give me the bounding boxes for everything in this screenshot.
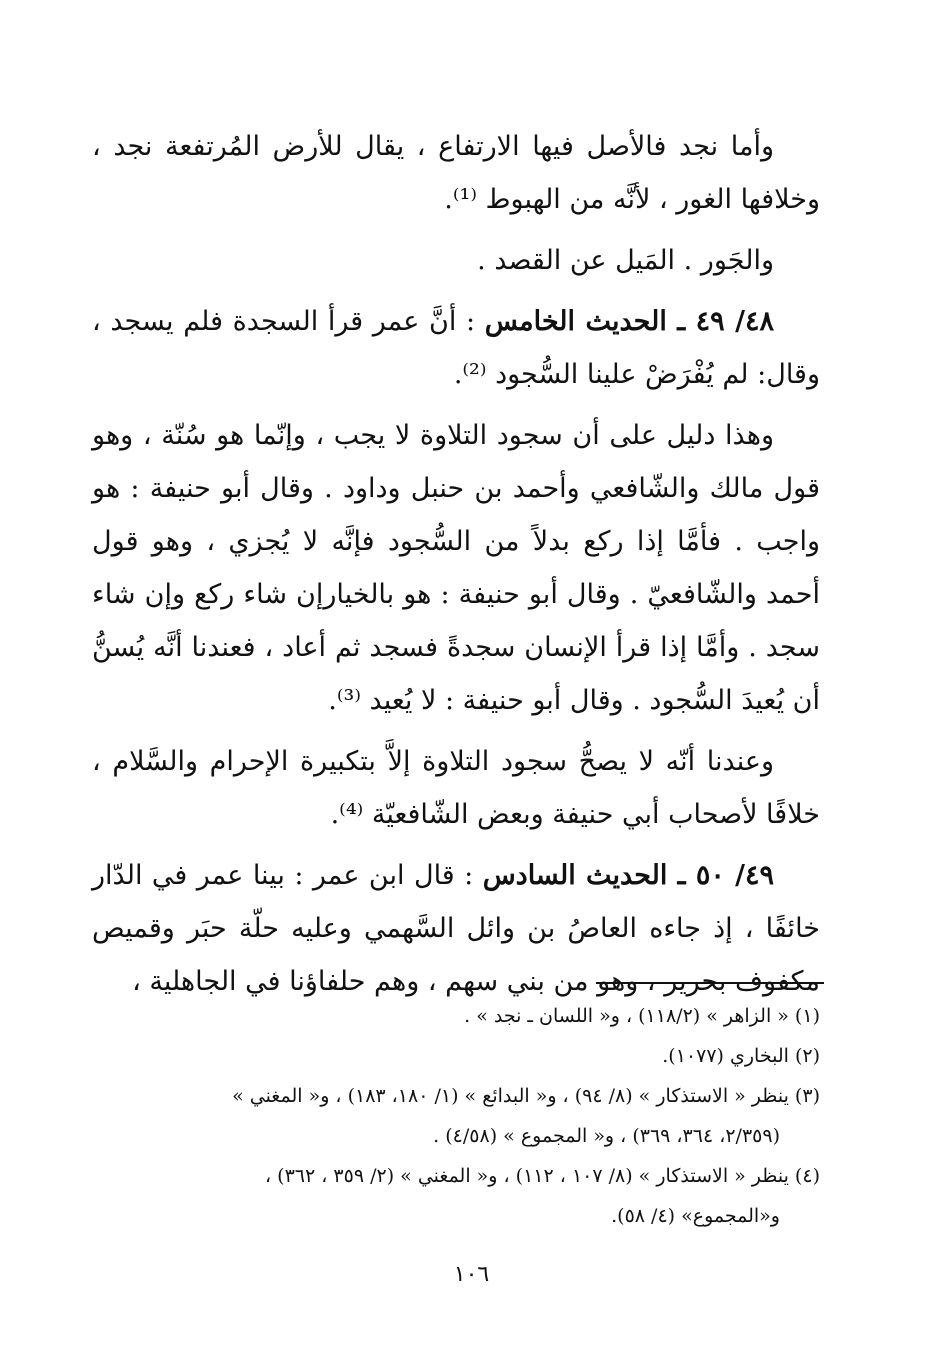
- footnote-text: (٢) البخاري (١٠٧٧).: [662, 1045, 820, 1067]
- footnote-divider: [596, 982, 824, 984]
- footnote-text: (٤) ينظر « الاستذكار » (٨/ ١٠٧ ، ١١٢) ، و« المغني » (٢/ ٣٥٩ ، ٣٦٢) ،: [264, 1165, 820, 1187]
- paragraph-hadith-5: [92, 295, 820, 401]
- footnote-3: [92, 1076, 820, 1156]
- hadith-heading: ٤٨/ ٤٩ ـ الحديث الخامس: [484, 306, 775, 337]
- footnote-1: [92, 996, 820, 1036]
- paragraph-hadith-6: [92, 849, 820, 1008]
- footnote-text: (٣) ينظر « الاستذكار » (٨/ ٩٤) ، و« البدائع » (١/ ١٨٠، ١٨٣) ، و« المغني »: [232, 1085, 820, 1107]
- footnote-text: (١) « الزاهر » (١١٨/٢) ، و« اللسان ـ نجد » .: [464, 1005, 820, 1027]
- paragraph-takbir: [92, 735, 820, 841]
- paragraph-text: وعندنا أنّه لا يصحُّ سجود التلاوة إلاَّ بتكبيرة الإحرام والسَّلام ، خلافًا لأصحاب أبي حنيفة وبعض الشّافعيّة ⁽⁴⁾.: [92, 746, 820, 830]
- footnote-4: [92, 1156, 820, 1236]
- paragraph-sujud-tilawa: [92, 409, 820, 727]
- paragraph-najd: [92, 120, 820, 226]
- paragraph-text: : أنَّ عمر قرأ السجدة فلم يسجد ، وقال: لم يُفْرَضْ علينا السُّجود ⁽²⁾.: [92, 306, 820, 390]
- footnotes: [92, 996, 820, 1236]
- paragraph-text: والجَور . المَيل عن القصد .: [477, 245, 774, 276]
- footnote-2: [92, 1036, 820, 1076]
- footnote-continuation: و«المجموع» (٤/ ٥٨).: [611, 1205, 780, 1227]
- paragraph-jawr: [92, 234, 820, 287]
- paragraph-text: وهذا دليل على أن سجود التلاوة لا يجب ، وإنّما هو سُنّة ، وهو قول مالك والشّافعي وأحمد بن حنبل وداود . وقال أبو حنيفة : هو واجب . فأمَّا إذا ركع بدلاً من السُّجود فإنَّه لا يُجزي ، وهو قول أحمد والشّافعيّ . وقال أبو حنيفة : هو بالخيارإن شاء ركع وإن شاء سجد . وأمَّا إذا قرأ الإنسان سجدةً فسجد ثم أعاد ، فعندنا أنَّه يُسنُّ أن يُعيدَ السُّجود . وقال أبو حنيفة : لا يُعيد ⁽³⁾.: [92, 420, 820, 716]
- page-number: ١٠٦: [453, 1262, 490, 1287]
- paragraph-text: : قال ابن عمر : بينا عمر في الدّار خائفًا ، إذ جاءه العاصُ بن وائل السَّهمي وعليه حلّة حبَر وقميص مكفوف بحرير ، وهو من بني سهم ، وهم حلفاؤنا في الجاهلية ،: [92, 860, 820, 997]
- main-text: [92, 120, 820, 1016]
- hadith-heading: ٤٩/ ٥٠ ـ الحديث السادس: [482, 860, 774, 891]
- paragraph-text: وأما نجد فالأصل فيها الارتفاع ، يقال للأرض المُرتفعة نجد ، وخلافها الغور ، لأنَّه من الهبوط ⁽¹⁾.: [92, 131, 820, 215]
- footnote-continuation: (٢/٣٥٩، ٣٦٤، ٣٦٩) ، و« المجموع » (٤/٥٨) .: [433, 1125, 780, 1147]
